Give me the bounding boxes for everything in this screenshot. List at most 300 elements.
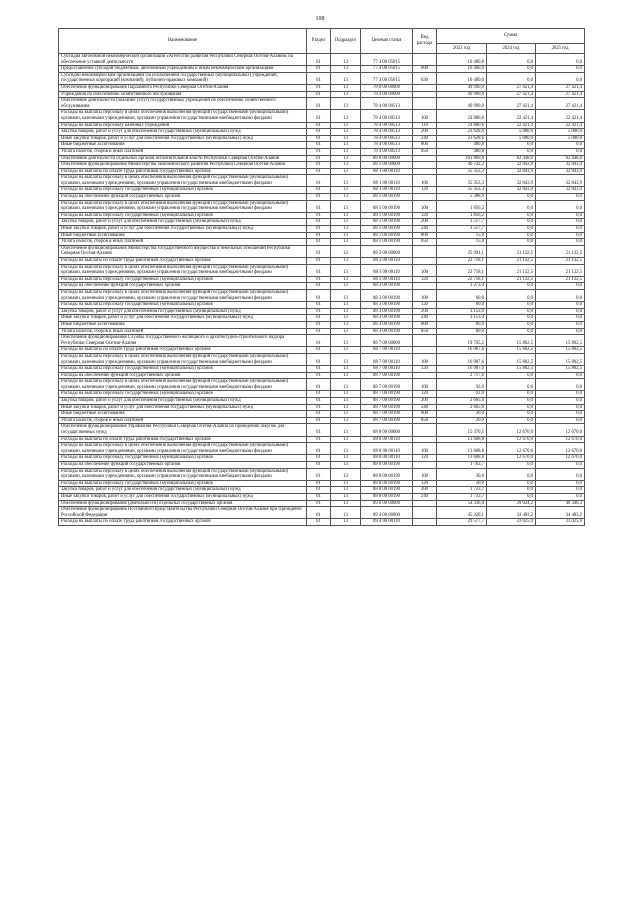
cell-2023: 22 718,1 bbox=[437, 264, 487, 276]
cell-section: 01 bbox=[307, 264, 331, 276]
cell-expense-type bbox=[413, 436, 437, 443]
cell-subsection: 13 bbox=[331, 200, 361, 212]
cell-target: 88 3 00 00110 bbox=[361, 276, 413, 283]
cell-2023: 16 987,6 bbox=[437, 353, 487, 365]
cell-subsection: 13 bbox=[331, 264, 361, 276]
cell-2023: 3 517,7 bbox=[437, 219, 487, 226]
cell-expense-type: 200 bbox=[413, 487, 437, 494]
cell-expense-type: 100 bbox=[413, 379, 437, 391]
table-row bbox=[59, 315, 585, 322]
cell-section: 01 bbox=[307, 135, 331, 142]
cell-section: 01 bbox=[307, 219, 331, 226]
cell-name: Расходы на выплаты персоналу государственных (муниципальных) органов bbox=[59, 187, 307, 194]
col-name-header: Наименование bbox=[59, 29, 307, 54]
cell-2023: 15,0 bbox=[437, 232, 487, 239]
col-section-header: Раздел bbox=[307, 29, 331, 54]
cell-section: 01 bbox=[307, 321, 331, 328]
cell-target: 88 1 00 00190 bbox=[361, 239, 413, 246]
cell-2023: 60,0 bbox=[437, 321, 487, 328]
cell-target: 78 4 00 00513 bbox=[361, 135, 413, 142]
table-row bbox=[59, 411, 585, 418]
cell-section: 01 bbox=[307, 122, 331, 129]
table-row bbox=[59, 135, 585, 142]
col-year-2024-header: 2024 год bbox=[487, 44, 536, 54]
cell-2023: 15,0 bbox=[437, 239, 487, 246]
cell-2024: 33 025,9 bbox=[487, 519, 536, 526]
cell-expense-type: 110 bbox=[413, 122, 437, 129]
table-row bbox=[59, 366, 585, 373]
cell-target: 88 3 00 00110 bbox=[361, 264, 413, 276]
cell-section: 01 bbox=[307, 54, 331, 66]
cell-expense-type: 800 bbox=[413, 321, 437, 328]
cell-section: 01 bbox=[307, 404, 331, 411]
cell-2023: 24 880,6 bbox=[437, 122, 487, 129]
cell-section: 01 bbox=[307, 411, 331, 418]
cell-expense-type: 630 bbox=[413, 72, 437, 84]
cell-target: 88 3 00 00190 bbox=[361, 328, 413, 335]
cell-2023: 49 990,0 bbox=[437, 91, 487, 98]
cell-target: 88 3 00 00190 bbox=[361, 302, 413, 309]
cell-subsection: 13 bbox=[331, 245, 361, 257]
cell-name: Обеспечение деятельности отдельных органов исполнительной власти Республики Северная Осетия-Алания bbox=[59, 155, 307, 162]
cell-subsection: 13 bbox=[331, 353, 361, 365]
cell-2023: 2 605,6 bbox=[437, 398, 487, 405]
cell-2025: 0,0 bbox=[536, 66, 585, 73]
cell-subsection: 13 bbox=[331, 328, 361, 335]
cell-subsection: 13 bbox=[331, 258, 361, 265]
cell-2025: 0,0 bbox=[536, 194, 585, 201]
cell-subsection: 13 bbox=[331, 366, 361, 373]
cell-section: 01 bbox=[307, 328, 331, 335]
cell-expense-type bbox=[413, 162, 437, 169]
cell-2024: 0,0 bbox=[487, 283, 536, 290]
table-row bbox=[59, 84, 585, 91]
cell-section: 01 bbox=[307, 175, 331, 187]
cell-expense-type bbox=[413, 462, 437, 469]
cell-2025: 0,0 bbox=[536, 468, 585, 480]
cell-2023: 23 628,6 bbox=[437, 135, 487, 142]
table-row bbox=[59, 308, 585, 315]
table-row bbox=[59, 480, 585, 487]
cell-name: Закупка товаров, работ и услуг для обеспечения государственных (муниципальных) нужд bbox=[59, 487, 307, 494]
cell-name: Расходы на выплаты персоналу в целях обеспечения выполнения функций государственными (муниципальными) органами, казенными учреждениями, органами управления государственными внебюджетными фондами bbox=[59, 110, 307, 122]
cell-target: 88 7 00 00110 bbox=[361, 347, 413, 354]
cell-2025: 0,0 bbox=[536, 398, 585, 405]
cell-2025: 0,0 bbox=[536, 148, 585, 155]
cell-section: 01 bbox=[307, 155, 331, 162]
cell-expense-type: 200 bbox=[413, 308, 437, 315]
cell-2025: 0,0 bbox=[536, 226, 585, 233]
cell-subsection: 13 bbox=[331, 91, 361, 98]
cell-expense-type: 100 bbox=[413, 264, 437, 276]
cell-target: 88 7 00 00190 bbox=[361, 417, 413, 424]
cell-2023: 25 991,1 bbox=[437, 245, 487, 257]
cell-section: 01 bbox=[307, 162, 331, 169]
cell-2024: 21 132,5 bbox=[487, 258, 536, 265]
cell-target: 88 1 00 00110 bbox=[361, 168, 413, 175]
cell-2025: 15 802,5 bbox=[536, 353, 585, 365]
cell-2023: 16 987,6 bbox=[437, 366, 487, 373]
cell-target: 88 1 00 00000 bbox=[361, 162, 413, 169]
cell-2025: 5 000,0 bbox=[536, 135, 585, 142]
cell-subsection: 13 bbox=[331, 283, 361, 290]
cell-subsection: 13 bbox=[331, 194, 361, 201]
cell-target: 88 7 00 00190 bbox=[361, 379, 413, 391]
cell-name: Расходы на выплаты персоналу государственных (муниципальных) органов bbox=[59, 391, 307, 398]
cell-2025: 0,0 bbox=[536, 308, 585, 315]
cell-2024: 0,0 bbox=[487, 200, 536, 212]
cell-target: 89 4 00 00110 bbox=[361, 519, 413, 526]
cell-2025: 82 448,0 bbox=[536, 155, 585, 162]
cell-target: 88 7 00 00000 bbox=[361, 335, 413, 347]
cell-2023: 1 763,7 bbox=[437, 462, 487, 469]
cell-subsection: 13 bbox=[331, 468, 361, 480]
cell-subsection: 13 bbox=[331, 219, 361, 226]
cell-expense-type bbox=[413, 98, 437, 110]
cell-subsection: 13 bbox=[331, 443, 361, 455]
table-row bbox=[59, 507, 585, 519]
cell-subsection: 13 bbox=[331, 462, 361, 469]
cell-target: 78 4 00 00513 bbox=[361, 110, 413, 122]
cell-2025: 0,0 bbox=[536, 372, 585, 379]
cell-2023: 20,0 bbox=[437, 411, 487, 418]
cell-section: 01 bbox=[307, 443, 331, 455]
cell-2024: 0,0 bbox=[487, 493, 536, 500]
cell-subsection: 13 bbox=[331, 135, 361, 142]
cell-subsection: 13 bbox=[331, 487, 361, 494]
cell-name: Закупка товаров, работ и услуг для обеспечения государственных (муниципальных) нужд bbox=[59, 219, 307, 226]
cell-name: Расходы на выплаты по оплате труда работников государственных органов bbox=[59, 519, 307, 526]
cell-subsection: 13 bbox=[331, 155, 361, 162]
cell-target: 88 8 00 00190 bbox=[361, 480, 413, 487]
cell-2023: 16 987,6 bbox=[437, 347, 487, 354]
cell-name: Учреждения по обеспечению хозяйственного обслуживания bbox=[59, 91, 307, 98]
cell-2023: 13 608,8 bbox=[437, 436, 487, 443]
cell-expense-type: 240 bbox=[413, 226, 437, 233]
cell-subsection: 13 bbox=[331, 315, 361, 322]
budget-table bbox=[58, 28, 585, 526]
cell-section: 01 bbox=[307, 245, 331, 257]
cell-name: Расходы на выплаты персоналу государственных (муниципальных) органов bbox=[59, 366, 307, 373]
cell-2023: 60,0 bbox=[437, 289, 487, 301]
cell-2024: 0,0 bbox=[487, 72, 536, 84]
cell-2024: 0,0 bbox=[487, 315, 536, 322]
cell-section: 01 bbox=[307, 110, 331, 122]
table-row bbox=[59, 519, 585, 526]
cell-name: Иные закупки товаров, работ и услуг для обеспечения государственных (муниципальных) нужд bbox=[59, 404, 307, 411]
table-row bbox=[59, 110, 585, 122]
cell-section: 01 bbox=[307, 391, 331, 398]
cell-2025: 0,0 bbox=[536, 72, 585, 84]
cell-subsection: 13 bbox=[331, 212, 361, 219]
cell-target: 77 4 00 05015 bbox=[361, 54, 413, 66]
cell-2024: 27 421,4 bbox=[487, 98, 536, 110]
cell-2024: 0,0 bbox=[487, 321, 536, 328]
table-row bbox=[59, 328, 585, 335]
table-row bbox=[59, 283, 585, 290]
cell-2023: 480,8 bbox=[437, 142, 487, 149]
cell-subsection: 13 bbox=[331, 129, 361, 136]
cell-subsection: 13 bbox=[331, 424, 361, 436]
cell-target: 88 3 00 00190 bbox=[361, 289, 413, 301]
cell-2025: 0,0 bbox=[536, 487, 585, 494]
cell-section: 01 bbox=[307, 239, 331, 246]
cell-name: Иные бюджетные ассигнования bbox=[59, 232, 307, 239]
cell-expense-type: 120 bbox=[413, 366, 437, 373]
cell-section: 01 bbox=[307, 315, 331, 322]
table-body bbox=[59, 54, 585, 526]
cell-name: Иные закупки товаров, работ и услуг для обеспечения государственных (муниципальных) нужд bbox=[59, 226, 307, 233]
cell-target: 78 0 00 00000 bbox=[361, 84, 413, 91]
cell-2024: 15 802,5 bbox=[487, 347, 536, 354]
cell-subsection: 13 bbox=[331, 84, 361, 91]
cell-name: Расходы на выплаты персоналу в целях обеспечения выполнения функций государственными (муниципальными) органами, казенными учреждениями, органами управления государственными внебюджетными фондами bbox=[59, 264, 307, 276]
cell-expense-type: 850 bbox=[413, 148, 437, 155]
table-row bbox=[59, 194, 585, 201]
cell-2024: 12 670,0 bbox=[487, 443, 536, 455]
cell-section: 01 bbox=[307, 129, 331, 136]
cell-target: 88 7 00 00190 bbox=[361, 404, 413, 411]
table-row bbox=[59, 424, 585, 436]
cell-2024: 5 000,0 bbox=[487, 135, 536, 142]
cell-target: 88 1 00 00110 bbox=[361, 187, 413, 194]
cell-2024: 27 421,4 bbox=[487, 84, 536, 91]
cell-2023: 60,0 bbox=[437, 302, 487, 309]
table-row bbox=[59, 404, 585, 411]
cell-2024: 12 670,0 bbox=[487, 455, 536, 462]
cell-section: 01 bbox=[307, 283, 331, 290]
cell-section: 01 bbox=[307, 72, 331, 84]
cell-2024: 15 802,5 bbox=[487, 335, 536, 347]
cell-2025: 21 132,5 bbox=[536, 264, 585, 276]
cell-subsection: 13 bbox=[331, 239, 361, 246]
cell-section: 01 bbox=[307, 168, 331, 175]
cell-name: Предоставление субсидий бюджетным, автономным учреждениям и иным некоммерческим организациям bbox=[59, 66, 307, 73]
cell-2025: 22 421,4 bbox=[536, 122, 585, 129]
table-row bbox=[59, 162, 585, 169]
cell-subsection: 13 bbox=[331, 379, 361, 391]
cell-2024: 21 132,5 bbox=[487, 264, 536, 276]
cell-2024: 0,0 bbox=[487, 142, 536, 149]
table-row bbox=[59, 148, 585, 155]
cell-target: 88 8 00 00110 bbox=[361, 436, 413, 443]
cell-2024: 0,0 bbox=[487, 239, 536, 246]
table-row bbox=[59, 200, 585, 212]
cell-expense-type bbox=[413, 194, 437, 201]
cell-expense-type: 240 bbox=[413, 135, 437, 142]
cell-expense-type bbox=[413, 372, 437, 379]
cell-2024: 21 132,5 bbox=[487, 276, 536, 283]
cell-2025: 15 802,5 bbox=[536, 366, 585, 373]
cell-subsection: 13 bbox=[331, 335, 361, 347]
cell-section: 01 bbox=[307, 84, 331, 91]
cell-target: 88 1 00 00190 bbox=[361, 232, 413, 239]
cell-subsection: 13 bbox=[331, 308, 361, 315]
cell-section: 01 bbox=[307, 187, 331, 194]
cell-name: Расходы на выплаты персоналу государственных (муниципальных) органов bbox=[59, 455, 307, 462]
cell-expense-type: 120 bbox=[413, 391, 437, 398]
cell-2024: 22 421,4 bbox=[487, 122, 536, 129]
cell-2024: 22 421,4 bbox=[487, 110, 536, 122]
table-row bbox=[59, 302, 585, 309]
cell-name: Расходы на выплаты по оплате труда работников государственных органов bbox=[59, 258, 307, 265]
table-row bbox=[59, 129, 585, 136]
cell-section: 01 bbox=[307, 276, 331, 283]
cell-2025: 21 132,5 bbox=[536, 245, 585, 257]
cell-expense-type: 200 bbox=[413, 398, 437, 405]
cell-section: 01 bbox=[307, 500, 331, 507]
cell-expense-type bbox=[413, 91, 437, 98]
cell-section: 01 bbox=[307, 347, 331, 354]
cell-name: Расходы на выплаты персоналу казенных учреждений bbox=[59, 122, 307, 129]
cell-2025: 0,0 bbox=[536, 302, 585, 309]
cell-2025: 32 843,9 bbox=[536, 187, 585, 194]
cell-target: 88 3 00 00000 bbox=[361, 245, 413, 257]
table-row bbox=[59, 98, 585, 110]
cell-section: 01 bbox=[307, 424, 331, 436]
cell-2023: 20,0 bbox=[437, 417, 487, 424]
cell-2025: 12 670,0 bbox=[536, 455, 585, 462]
cell-subsection: 13 bbox=[331, 276, 361, 283]
cell-2023: 92,0 bbox=[437, 379, 487, 391]
cell-2023: 2 717,6 bbox=[437, 372, 487, 379]
cell-section: 01 bbox=[307, 302, 331, 309]
cell-2023: 22 718,1 bbox=[437, 276, 487, 283]
cell-2024: 0,0 bbox=[487, 232, 536, 239]
cell-name: Иные закупки товаров, работ и услуг для обеспечения государственных (муниципальных) нужд bbox=[59, 493, 307, 500]
cell-section: 01 bbox=[307, 455, 331, 462]
cell-2025: 0,0 bbox=[536, 462, 585, 469]
cell-2025: 15 802,5 bbox=[536, 347, 585, 354]
cell-subsection: 13 bbox=[331, 289, 361, 301]
cell-2024: 12 670,0 bbox=[487, 436, 536, 443]
cell-name: Расходы на выплаты персоналу в целях обеспечения выполнения функций государственными (муниципальными) органами, казенными учреждениями, органами управления государственными внебюджетными фондами bbox=[59, 200, 307, 212]
cell-expense-type: 120 bbox=[413, 276, 437, 283]
cell-target: 88 8 00 00190 bbox=[361, 468, 413, 480]
cell-subsection: 13 bbox=[331, 98, 361, 110]
cell-section: 01 bbox=[307, 91, 331, 98]
cell-section: 01 bbox=[307, 417, 331, 424]
cell-expense-type: 100 bbox=[413, 110, 437, 122]
cell-expense-type bbox=[413, 507, 437, 519]
table-row bbox=[59, 353, 585, 365]
cell-2024: 15 802,5 bbox=[487, 366, 536, 373]
cell-expense-type: 240 bbox=[413, 315, 437, 322]
cell-name: Уплата налогов, сборов и иных платежей bbox=[59, 417, 307, 424]
cell-2023: 5 388,9 bbox=[437, 194, 487, 201]
cell-2024: 0,0 bbox=[487, 54, 536, 66]
cell-2025: 0,0 bbox=[536, 404, 585, 411]
cell-2023: 49 990,0 bbox=[437, 84, 487, 91]
table-row bbox=[59, 321, 585, 328]
cell-expense-type bbox=[413, 500, 437, 507]
cell-section: 01 bbox=[307, 335, 331, 347]
cell-name: Расходы на выплаты по оплате труда работников государственных органов bbox=[59, 347, 307, 354]
cell-name: Расходы на выплаты персоналу в целях обеспечения выполнения функций государственными (муниципальными) органами, казенными учреждениями, органами управления государственными внебюджетными фондами bbox=[59, 175, 307, 187]
cell-expense-type: 200 bbox=[413, 219, 437, 226]
cell-2025: 0,0 bbox=[536, 417, 585, 424]
cell-name: Расходы на выплаты персоналу в целях обеспечения выполнения функций государственными (муниципальными) органами, казенными учреждениями, органами управления государственными внебюджетными фондами bbox=[59, 353, 307, 365]
cell-section: 01 bbox=[307, 487, 331, 494]
cell-section: 01 bbox=[307, 98, 331, 110]
cell-section: 01 bbox=[307, 308, 331, 315]
cell-2024: 0,0 bbox=[487, 411, 536, 418]
cell-2024: 0,0 bbox=[487, 212, 536, 219]
cell-2024: 0,0 bbox=[487, 487, 536, 494]
cell-subsection: 13 bbox=[331, 507, 361, 519]
table-row bbox=[59, 455, 585, 462]
cell-2025: 32 843,9 bbox=[536, 162, 585, 169]
cell-2024: 0,0 bbox=[487, 289, 536, 301]
cell-2023: 10 400,0 bbox=[437, 54, 487, 66]
cell-target: 88 7 00 00110 bbox=[361, 353, 413, 365]
cell-2023: 30,0 bbox=[437, 468, 487, 480]
cell-2025: 0,0 bbox=[536, 493, 585, 500]
cell-subsection: 13 bbox=[331, 168, 361, 175]
cell-subsection: 13 bbox=[331, 187, 361, 194]
cell-name: Иные бюджетные ассигнования bbox=[59, 321, 307, 328]
cell-section: 01 bbox=[307, 468, 331, 480]
cell-expense-type bbox=[413, 283, 437, 290]
cell-section: 01 bbox=[307, 258, 331, 265]
cell-target: 88 8 00 00190 bbox=[361, 462, 413, 469]
page-number: 108 bbox=[315, 16, 325, 22]
cell-expense-type: 100 bbox=[413, 200, 437, 212]
table-row bbox=[59, 417, 585, 424]
cell-name: Расходы на выплаты персоналу государственных (муниципальных) органов bbox=[59, 302, 307, 309]
cell-expense-type bbox=[413, 258, 437, 265]
cell-expense-type bbox=[413, 519, 437, 526]
cell-subsection: 13 bbox=[331, 148, 361, 155]
cell-name: Расходы на выплаты персоналу в целях обеспечения выполнения функций государственными (муниципальными) органами, казенными учреждениями, органами управления государственными внебюджетными фондами bbox=[59, 443, 307, 455]
cell-2025: 0,0 bbox=[536, 480, 585, 487]
cell-subsection: 13 bbox=[331, 372, 361, 379]
table-row bbox=[59, 72, 585, 84]
table-row bbox=[59, 155, 585, 162]
cell-2024: 32 843,9 bbox=[487, 168, 536, 175]
cell-expense-type bbox=[413, 347, 437, 354]
cell-subsection: 13 bbox=[331, 500, 361, 507]
cell-subsection: 13 bbox=[331, 519, 361, 526]
cell-target: 78 4 00 00513 bbox=[361, 142, 413, 149]
cell-2023: 60,0 bbox=[437, 328, 487, 335]
cell-name: Расходы на выплаты персоналу государственных (муниципальных) органов bbox=[59, 276, 307, 283]
table-row bbox=[59, 212, 585, 219]
cell-expense-type: 800 bbox=[413, 232, 437, 239]
cell-name: Закупка товаров, работ и услуг для обеспечения государственных (муниципальных) нужд bbox=[59, 398, 307, 405]
cell-expense-type: 850 bbox=[413, 239, 437, 246]
cell-expense-type bbox=[413, 155, 437, 162]
cell-expense-type: 850 bbox=[413, 328, 437, 335]
cell-name: Обеспечение функционирования (деятельности) отдельных государственных органов bbox=[59, 500, 307, 507]
cell-subsection: 13 bbox=[331, 417, 361, 424]
table-row bbox=[59, 462, 585, 469]
table-row bbox=[59, 54, 585, 66]
cell-subsection: 13 bbox=[331, 321, 361, 328]
cell-subsection: 13 bbox=[331, 398, 361, 405]
cell-target: 88 0 00 00000 bbox=[361, 155, 413, 162]
cell-2023: 3 153,0 bbox=[437, 308, 487, 315]
cell-2025: 34 483,2 bbox=[536, 507, 585, 519]
cell-target: 88 3 00 00190 bbox=[361, 308, 413, 315]
cell-2025: 0,0 bbox=[536, 379, 585, 391]
cell-2023: 35 353,3 bbox=[437, 168, 487, 175]
cell-2023: 13 608,8 bbox=[437, 443, 487, 455]
cell-2023: 54 336,0 bbox=[437, 500, 487, 507]
cell-subsection: 13 bbox=[331, 404, 361, 411]
cell-section: 01 bbox=[307, 200, 331, 212]
cell-2023: 35 353,3 bbox=[437, 175, 487, 187]
